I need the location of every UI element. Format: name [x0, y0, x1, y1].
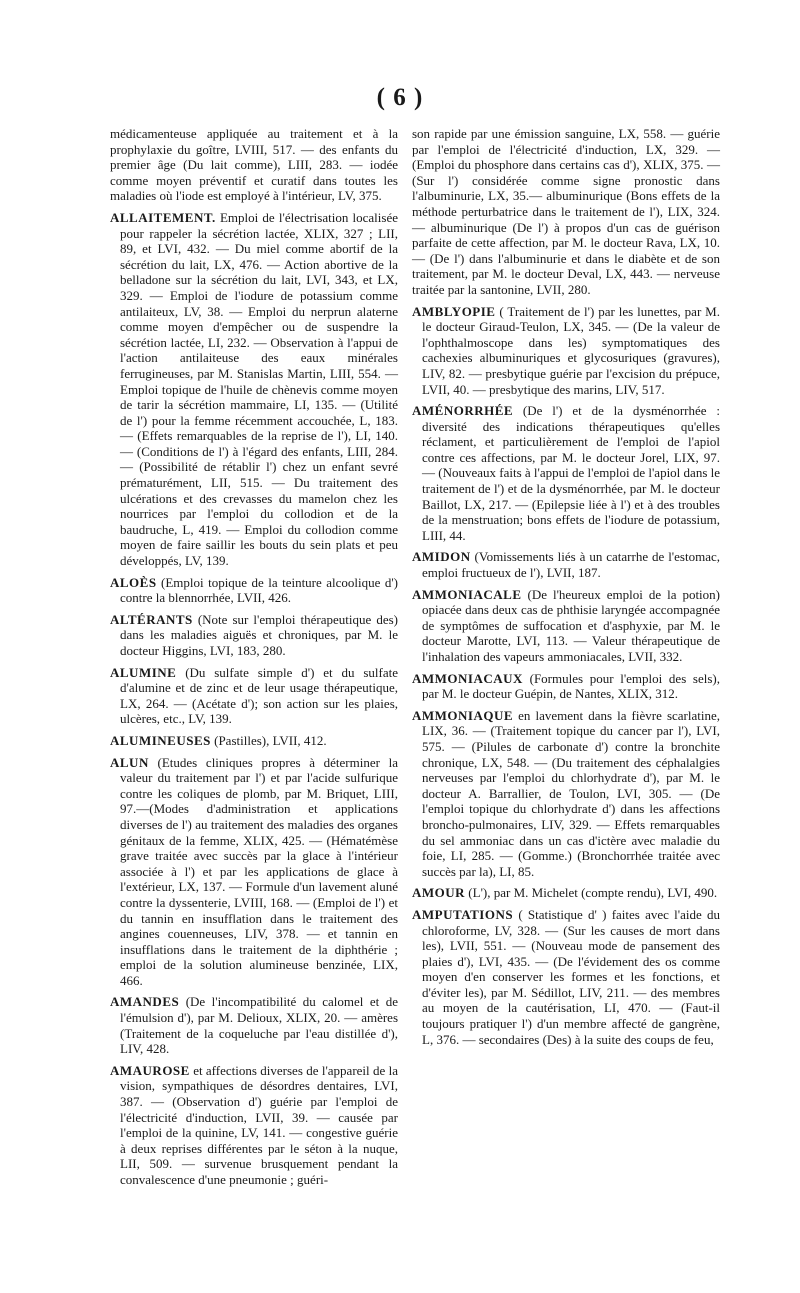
entry-headword: AMBLYOPIE — [412, 303, 496, 319]
entry-headword: ALUN — [110, 754, 149, 770]
entry-text: (Etudes cliniques propres à déterminer la valeur du traitement par l') et par l'acide sulfurique contre les coliques de plomb, par M. Briquet, LIII, 97.—(Modes d'administration et applications diverses de l') au traitement des maladies des organes génitaux de la femme, XLIX, 425. — (Hématémèse grave traitée avec succès par la glace à l'intérieur associée à l') et par les applications de glace à l'extérieur, LX, 137. — Formule d'un lavement aluné contre la dyssenterie, LVIII, 168. — (Emploi de l') et du tannin en insufflation dans le traitement des angines couenneuses, LIV, 378. — et tannin en insufflations dans le traitement de la diphthérie ; emploi de la solution alumineuse benzinée, LIX, 466. — [120, 754, 399, 988]
index-entry — [412, 549, 720, 580]
index-entry — [110, 126, 398, 204]
index-entry — [412, 126, 720, 298]
entry-headword: AMIDON — [412, 549, 471, 565]
index-entry — [110, 665, 398, 727]
index-entry — [412, 708, 720, 880]
entry-headword: ALUMINEUSES — [110, 732, 211, 748]
entry-headword: AMMONIAQUE — [412, 707, 514, 723]
left-column — [110, 126, 398, 1194]
entry-text: médicamenteuse appliquée au traitement et à la prophylaxie du goître, LVIII, 517. — des enfants du premier âge (Du lait comme), LIII, 283. — iodée comme moyen préventif et curatif dans toutes les maladies où l'iode est employé à l'intérieur, LV, 375. — [110, 126, 398, 204]
right-column — [412, 126, 720, 1053]
entry-text: ( Traitement de l') par les lunettes, par M. le docteur Giraud-Teulon, LX, 345. — (De la valeur de l'ophthalmoscope dans les) symptomatiques des cachexies albuminuriques et glycosuriques (gravures), LIV, 82. — presbytique guérie par l'excision du prépuce, LVII, 40. — presbytique des marins, LIV, 517. — [422, 303, 720, 397]
index-entry — [412, 907, 720, 1047]
index-entry — [110, 994, 398, 1056]
index-entry — [412, 304, 720, 398]
entry-text: en lavement dans la fièvre scarlatine, LIX, 36. — (Traitement topique du cancer par l'), LVI, 575. — (Pilules de carbonate d') contre la bronchite chronique, LX, 548. — (Du traitement des céphalalgies nerveuses par l'emploi du chlorhydrate d'), par M. le docteur A. Barrallier, de Toulon, LVI, 305. — (De l'emploi topique du chlorhydrate d') dans les affections broncho-pulmonaires, LIV, 329. — Effets remarquables du sel ammoniac dans un cas d'ictère avec maladie du foie, LI, 285. — (Gomme.) (Bronchorrhée traitée avec succès par la), LI, 85. — [422, 707, 720, 879]
page-number: ( 6 ) — [376, 84, 424, 111]
entry-text: (Formules pour l'emploi des sels), par M. le docteur Guépin, de Nantes, XLIX, 312. — [422, 670, 720, 702]
entry-headword: ALTÉRANTS — [110, 611, 193, 627]
entry-headword: AMAUROSE — [110, 1062, 190, 1078]
entry-text: (De l'incompatibilité du calomel et de l'émulsion d'), par M. Delioux, XLIX, 20. — amères (Traitement de la coqueluche par l'eau distillée d'), LIV, 428. — [120, 994, 398, 1057]
entry-headword: AMOUR — [412, 885, 466, 901]
entry-text: (Vomissements liés à un catarrhe de l'estomac, emploi fructueux de l'), LVII, 187. — [422, 549, 720, 581]
entry-headword: AMMONIACALE — [412, 586, 522, 602]
entry-text: ( Statistique d' ) faites avec l'aide du chloroforme, LV, 328. — (Sur les causes de mort dans les), LVII, 551. — (Nouveau mode de pansement des plaies d'), LVI, 435. — (De l'évidement des os comme moyen d'en conserver les formes et les fonctions, et d'éviter les), par M. Sédillot, LIV, 211. — des membres au moyen de la cautérisation, LI, 470. — (Faut-il toujours pratiquer l') d'un membre affecté de gangrène, L, 376. — secondaires (Des) à la suite des coups de feu, — [422, 906, 720, 1047]
entry-headword: AMANDES — [110, 994, 180, 1010]
entry-text: (L'), par M. Michelet (compte rendu), LVI, 490. — [468, 885, 718, 901]
index-entry — [412, 403, 720, 543]
index-entry — [412, 885, 720, 901]
index-entry — [412, 587, 720, 665]
entry-headword: ALOÈS — [110, 574, 157, 590]
index-entry — [110, 575, 398, 606]
entry-text: (Pastilles), LVII, 412. — [214, 732, 327, 748]
entry-headword: AMÉNORRHÉE — [412, 403, 514, 419]
index-entry — [110, 1063, 398, 1188]
entry-text: (Emploi topique de la teinture alcoolique d') contre la blennorrhée, LVII, 426. — [120, 574, 398, 606]
entry-headword: AMPUTATIONS — [412, 906, 514, 922]
entry-text: son rapide par une émission sanguine, LX, 558. — guérie par l'emploi de l'électricité d'induction, LX, 329. — (Emploi du phosphore dans certains cas d'), XLIX, 375. — (Sur l') considérée comme signe pronostic dans l'albuminurie, LX, 35.— albuminurique (Bons effets de la méthode perturbatrice dans le traitement de l'), LIX, 324. — albuminurique (De l') à propos d'un cas de guérison parfaite de cette affection, par M. le docteur Rava, LX, 10. — (De l') dans l'albuminurie et dans le diabète et de son traitement, par M. le docteur Deval, LX, 443. — nerveuse traitée par la santonine, LVII, 280. — [412, 126, 720, 297]
entry-text: (Du sulfate simple d') et du sulfate d'alumine et de zinc et de leur usage thérapeutique, LX, 264. — (Acétate d'); son action sur les plaies, ulcères, etc., LV, 139. — [120, 664, 398, 727]
entry-headword: ALLAITEMENT. — [110, 209, 216, 225]
index-entry — [412, 671, 720, 702]
entry-headword: AMMONIACAUX — [412, 670, 523, 686]
entry-text: et affections diverses de l'appareil de la vision, sympathiques de désordres dentaires, LVI, 387. — (Observation d') guérie par l'emploi de l'électricité d'induction, LVII, 39. — causée par l'emploi de la quinine, LV, 141. — congestive guérie à deux reprises différentes par le séton à la nuque, LII, 509. — survenue brusquement pendant la convalescence d'une pneumonie ; guéri- — [120, 1062, 398, 1187]
index-entry — [110, 210, 398, 569]
entry-text: (Note sur l'emploi thérapeutique des) dans les maladies aiguës et chroniques, par M. le docteur Higgins, LVI, 183, 280. — [120, 611, 399, 658]
index-entry — [110, 612, 398, 659]
entry-headword: ALUMINE — [110, 664, 177, 680]
entry-text: (De l') et de la dysménorrhée : diversité des indications thérapeutiques qu'elles réclament, et particulièrement de l'emploi de l'apiol contre ces affections, par M. le docteur Jorel, LIX, 97. — (Nouveaux faits à l'appui de l'emploi de l'apiol dans le traitement de l') et de la dysménorrhée, par M. le docteur Baillot, LX, 217. — (Epilepsie liée à l') et à des troubles de la menstruation; bons effets de l'iodure de potassium, LIII, 44. — [422, 403, 721, 543]
index-entry — [110, 733, 398, 749]
entry-text: (De l'heureux emploi de la potion) opiacée dans deux cas de phthisie laryngée accompagnée de symptômes de suffocation et d'asphyxie, par M. le docteur Marotte, LVI, 113. — Valeur thérapeutique de l'inhalation des vapeurs ammoniacales, LVII, 332. — [422, 586, 721, 664]
index-entry — [110, 755, 398, 989]
entry-text: Emploi de l'électrisation localisée pour rappeler la sécrétion lactée, XLIX, 327 ; LII, 89, et LVI, 432. — Du miel comme abortif de la sécrétion du lait, LX, 476. — Action abortive de la belladone sur la sécrétion du lait, LVI, 343, et LX, 329. — Emploi de l'iodure de potassium comme antilaiteux, LV, 38. — Emploi du nerprun alaterne comme moyen d'empêcher ou de suspendre la sécrétion lactée, LI, 232. — Observation à l'appui de l'action antilaiteuse des eaux minérales ferrugineuses, par M. Stanislas Martin, LIII, 554. — Emploi topique de l'huile de chènevis comme moyen de tarir la sécrétion mammaire, LI, 135. — (Utilité de l') pour la femme récemment accouchée, L, 183. — (Effets remarquables de la reprise de l'), LI, 140. — (Conditions de l') à l'égard des enfants, LIII, 284. — (Possibilité de rétablir l') chez un enfant sevré prématurément, LII, 515. — Du traitement des ulcérations et des crevasses du mamelon chez les nourrices par l'emploi du collodion et de la baudruche, L, 419. — Emploi du collodion comme moyen de faire saillir les bouts du sein plats et peu développés, LV, 139. — [120, 209, 398, 569]
